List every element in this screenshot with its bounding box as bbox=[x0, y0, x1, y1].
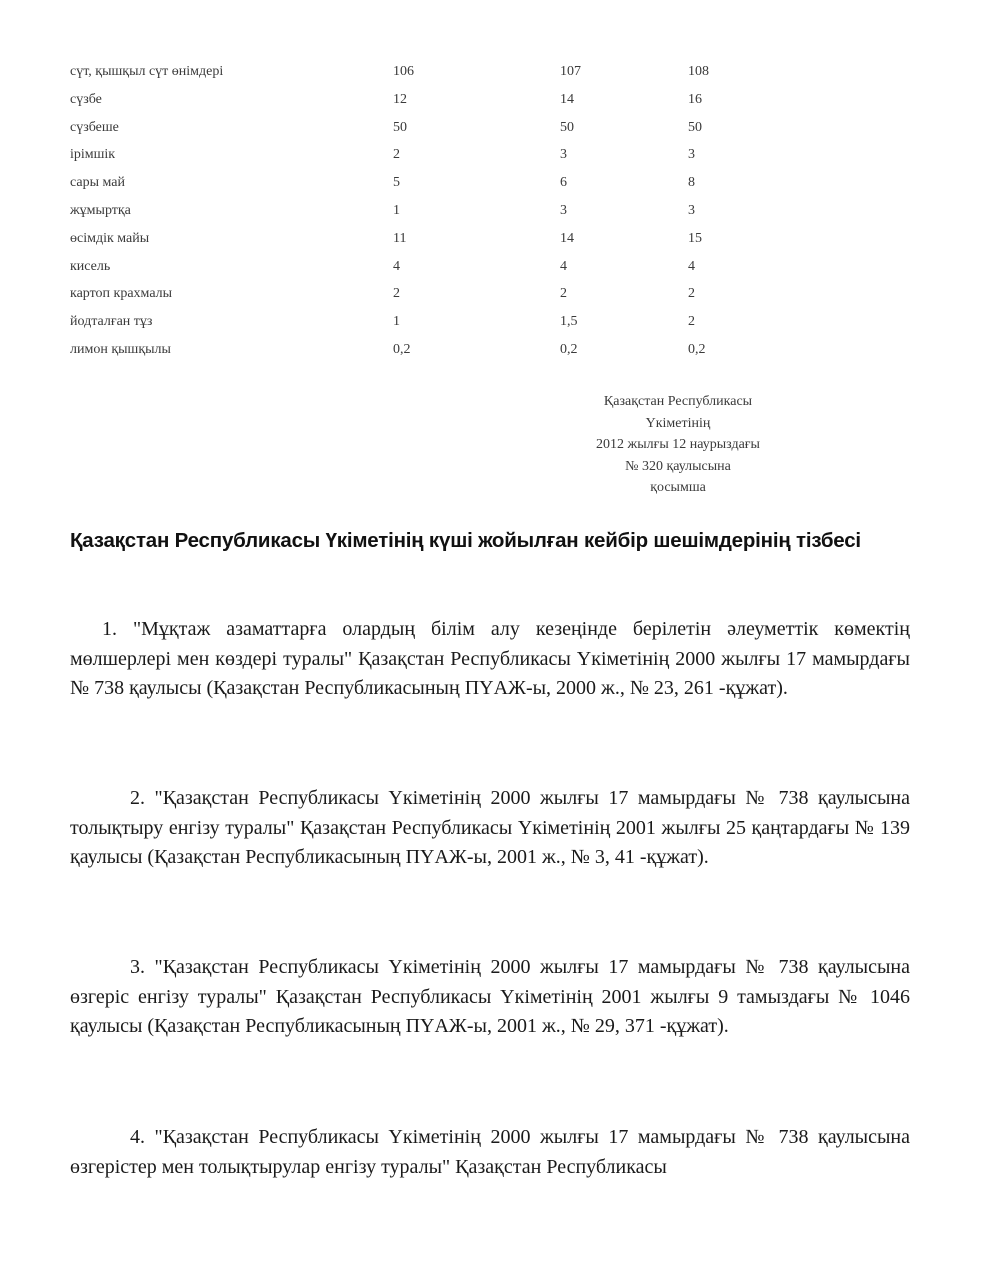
value-col-2: 107 bbox=[560, 64, 581, 79]
value-col-2: 14 bbox=[560, 230, 574, 246]
value-col-2: 3 bbox=[560, 202, 567, 218]
table-row bbox=[0, 253, 989, 281]
table-row bbox=[0, 308, 989, 336]
appendix-note bbox=[560, 391, 796, 499]
table-row bbox=[0, 141, 989, 169]
table-row bbox=[0, 169, 989, 197]
list-item-3: 3. "Қазақстан Республикасы Үкіметінің 2000 жылғы 17 мамырдағы № 738 қаулысына өзгеріс енгізу туралы" Қазақстан Республикасы Үкіметінің 2001 жылғы 9 тамыздағы № 1046 қаулысы (Қазақстан Республикасының ПҮАЖ-ы, 2001 ж., № 29, 371 -құжат). bbox=[70, 956, 910, 1037]
product-name: кисель bbox=[70, 258, 111, 274]
value-col-3: 16 bbox=[688, 91, 702, 107]
value-col-3: 50 bbox=[688, 119, 702, 135]
value-col-1: 0,2 bbox=[393, 341, 411, 357]
value-col-3: 4 bbox=[688, 258, 695, 274]
appendix-line: № 320 қаулысына bbox=[625, 458, 731, 474]
appendix-line: Қазақстан Республикасы bbox=[603, 394, 753, 409]
product-name: сүзбеше bbox=[70, 119, 119, 135]
appendix-line: 2012 жылғы 12 наурыздағы bbox=[596, 437, 760, 452]
table-row bbox=[0, 197, 989, 225]
value-col-1: 2 bbox=[393, 286, 400, 302]
value-col-1: 4 bbox=[393, 258, 400, 274]
product-name: сүзбе bbox=[70, 91, 102, 107]
value-col-3: 3 bbox=[688, 147, 695, 163]
value-col-2: 2 bbox=[560, 286, 567, 302]
value-col-3: 3 bbox=[688, 202, 695, 218]
section-heading: Қазақстан Республикасы Үкіметінің күші жойылған кейбір шешімдерінің тізбесі bbox=[70, 529, 861, 552]
value-col-1: 5 bbox=[393, 175, 400, 191]
value-col-1: 12 bbox=[393, 91, 407, 107]
value-col-1: 2 bbox=[393, 147, 400, 163]
product-name: сары май bbox=[70, 175, 125, 191]
norms-table bbox=[0, 58, 989, 364]
product-name: өсімдік майы bbox=[70, 230, 150, 246]
value-col-2: 3 bbox=[560, 147, 567, 163]
table-row bbox=[0, 114, 989, 142]
value-col-3: 8 bbox=[688, 175, 695, 191]
value-col-3: 0,2 bbox=[688, 341, 706, 357]
product-name: картоп крахмалы bbox=[70, 286, 173, 302]
appendix-line: Үкіметінің bbox=[645, 415, 711, 431]
value-col-3: 2 bbox=[688, 286, 695, 302]
table-row bbox=[0, 280, 989, 308]
product-name: сүт, қышқыл сүт өнімдері bbox=[70, 64, 224, 79]
value-col-2: 0,2 bbox=[560, 341, 578, 357]
value-col-1: 11 bbox=[393, 230, 407, 246]
table-row bbox=[0, 58, 989, 86]
value-col-1: 106 bbox=[393, 64, 414, 79]
value-col-2: 1,5 bbox=[560, 314, 578, 330]
appendix-line: қосымша bbox=[650, 480, 706, 495]
list-item-2: 2. "Қазақстан Республикасы Үкіметінің 2000 жылғы 17 мамырдағы № 738 қаулысына толықтыру енгізу туралы" Қазақстан Республикасы Үкіметінің 2001 жылғы 25 қаңтардағы № 139 қаулысы (Қазақстан Республикасының ПҮАЖ-ы, 2001 ж., № 3, 41 -құжат). bbox=[70, 787, 910, 868]
value-col-2: 50 bbox=[560, 119, 574, 135]
table-row bbox=[0, 86, 989, 114]
list-item-1: 1. "Мұқтаж азаматтарға олардың білім алу кезеңінде берілетін әлеуметтік көмектің мөлшерлері мен көздері туралы" Қазақстан Республикасы Үкіметінің 2000 жылғы 17 мамырдағы № 738 қаулысы (Қазақстан Республикасының ПҮАЖ-ы, 2000 ж., № 23, 261 -құжат). bbox=[70, 618, 910, 699]
value-col-1: 1 bbox=[393, 314, 400, 330]
table-row bbox=[0, 225, 989, 253]
value-col-3: 2 bbox=[688, 314, 695, 330]
value-col-2: 6 bbox=[560, 175, 567, 191]
value-col-2: 14 bbox=[560, 91, 574, 107]
product-name: ірімшік bbox=[70, 147, 116, 163]
value-col-3: 15 bbox=[688, 230, 702, 246]
product-name: лимон қышқылы bbox=[70, 341, 171, 357]
table-row bbox=[0, 336, 989, 364]
value-col-3: 108 bbox=[688, 64, 709, 79]
product-name: жұмыртқа bbox=[70, 202, 131, 218]
value-col-2: 4 bbox=[560, 258, 567, 274]
value-col-1: 1 bbox=[393, 202, 400, 218]
value-col-1: 50 bbox=[393, 119, 407, 135]
list-item-4: 4. "Қазақстан Республикасы Үкіметінің 2000 жылғы 17 мамырдағы № 738 қаулысына өзгерістер мен толықтырулар енгізу туралы" Қазақстан Республикасы bbox=[70, 1126, 910, 1178]
product-name: йодталған тұз bbox=[70, 314, 153, 330]
